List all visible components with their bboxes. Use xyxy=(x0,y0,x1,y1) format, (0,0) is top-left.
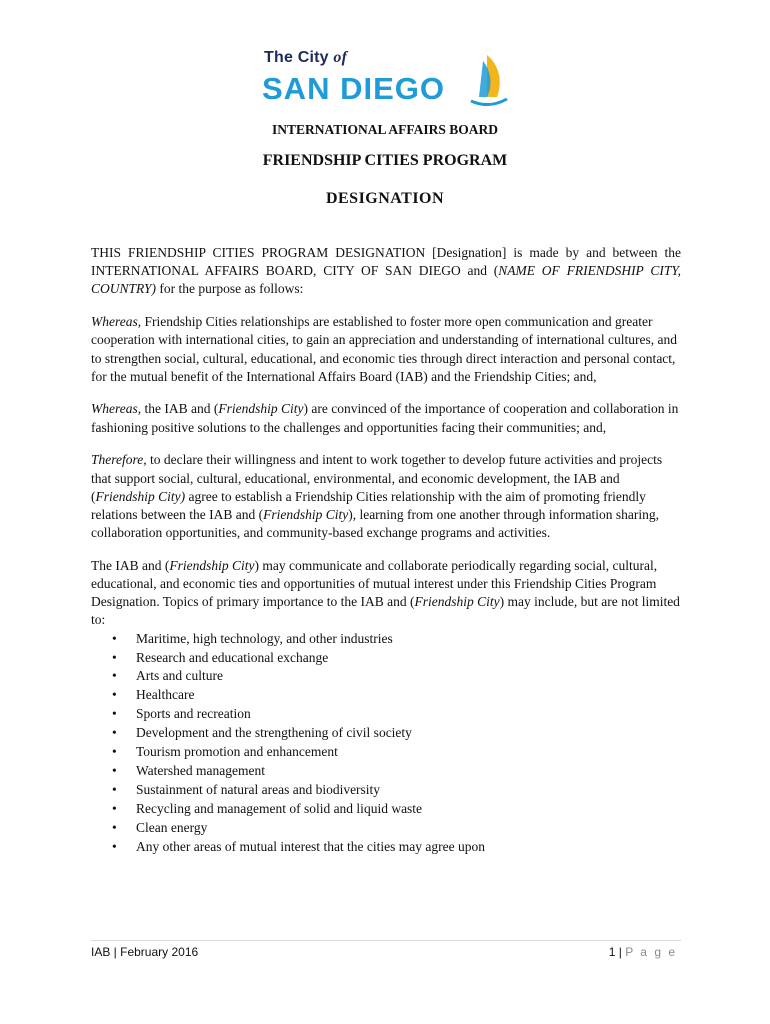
list-item: • Development and the strengthening of civil society xyxy=(136,724,681,743)
intro-paragraph: THIS FRIENDSHIP CITIES PROGRAM DESIGNATION [Designation] is made by and between the INTERNATIONAL AFFAIRS BOARD, CITY OF SAN DIEGO and (NAME OF FRIENDSHIP CITY, COUNTRY) for the purpose as follows: xyxy=(91,245,681,297)
program-heading: FRIENDSHIP CITIES PROGRAM xyxy=(262,152,508,169)
footer-left: IAB | February 2016 xyxy=(91,945,199,959)
list-item: • Arts and culture xyxy=(136,667,681,686)
list-item: • Clean energy xyxy=(136,819,681,838)
whereas-paragraph-2: Whereas, the IAB and (Friendship City) are convinced of the importance of cooperation and collaboration in fashioning positive solutions to the challenges and opportunities facing their communities; and, xyxy=(91,401,679,435)
list-item: • Research and educational exchange xyxy=(136,649,681,668)
therefore-paragraph: Therefore, to declare their willingness and intent to work together to develop future activities and projects that support social, cultural, educational, environmental, and economic development, the IAB and (Friendship City) agree to establish a Friendship Cities relationship with the aim of promoting friendly relations between the IAB and (Friendship City), learning from one another through information sharing, collaboration opportunities, and community-based exchange programs and activities. xyxy=(91,452,663,541)
logo-city-of: The City of xyxy=(264,49,348,66)
list-item: • Healthcare xyxy=(136,686,681,705)
city-logo xyxy=(262,49,512,113)
list-item: • Watershed management xyxy=(136,762,681,781)
document-body xyxy=(91,244,681,857)
designation-heading: DESIGNATION xyxy=(325,190,445,207)
topics-intro-paragraph: The IAB and (Friendship City) may communicate and collaborate periodically regarding social, cultural, educational, and economic ties and opportunities of mutual interest under this Friendship Cities Program Designation. Topics of primary importance to the IAB and (Friendship City) may include, but are not limited to: xyxy=(91,557,680,628)
sail-icon xyxy=(469,51,509,109)
page-number: 1 | P a g e xyxy=(608,945,677,959)
list-item: • Recycling and management of solid and liquid waste xyxy=(136,800,681,819)
page-footer xyxy=(91,940,681,959)
list-item: • Sustainment of natural areas and biodiversity xyxy=(136,781,681,800)
list-item: • Tourism promotion and enhancement xyxy=(136,743,681,762)
board-heading: INTERNATIONAL AFFAIRS BOARD xyxy=(271,122,499,137)
whereas-paragraph-1: Whereas, Friendship Cities relationships are established to foster more open communication and greater cooperation with international cities, to gain an appreciation and understanding of international cultures, and to strengthen social, cultural, educational, and economic ties through direct interaction and personal contact, for the mutual benefit of the International Affairs Board (IAB) and the Friendship Cities; and, xyxy=(91,314,677,384)
list-item: • Sports and recreation xyxy=(136,705,681,724)
topics-list xyxy=(91,630,681,857)
list-item: • Maritime, high technology, and other industries xyxy=(136,630,681,649)
list-item: • Any other areas of mutual interest that the cities may agree upon xyxy=(136,838,681,857)
logo-san-diego: SAN DIEGO xyxy=(262,71,445,106)
